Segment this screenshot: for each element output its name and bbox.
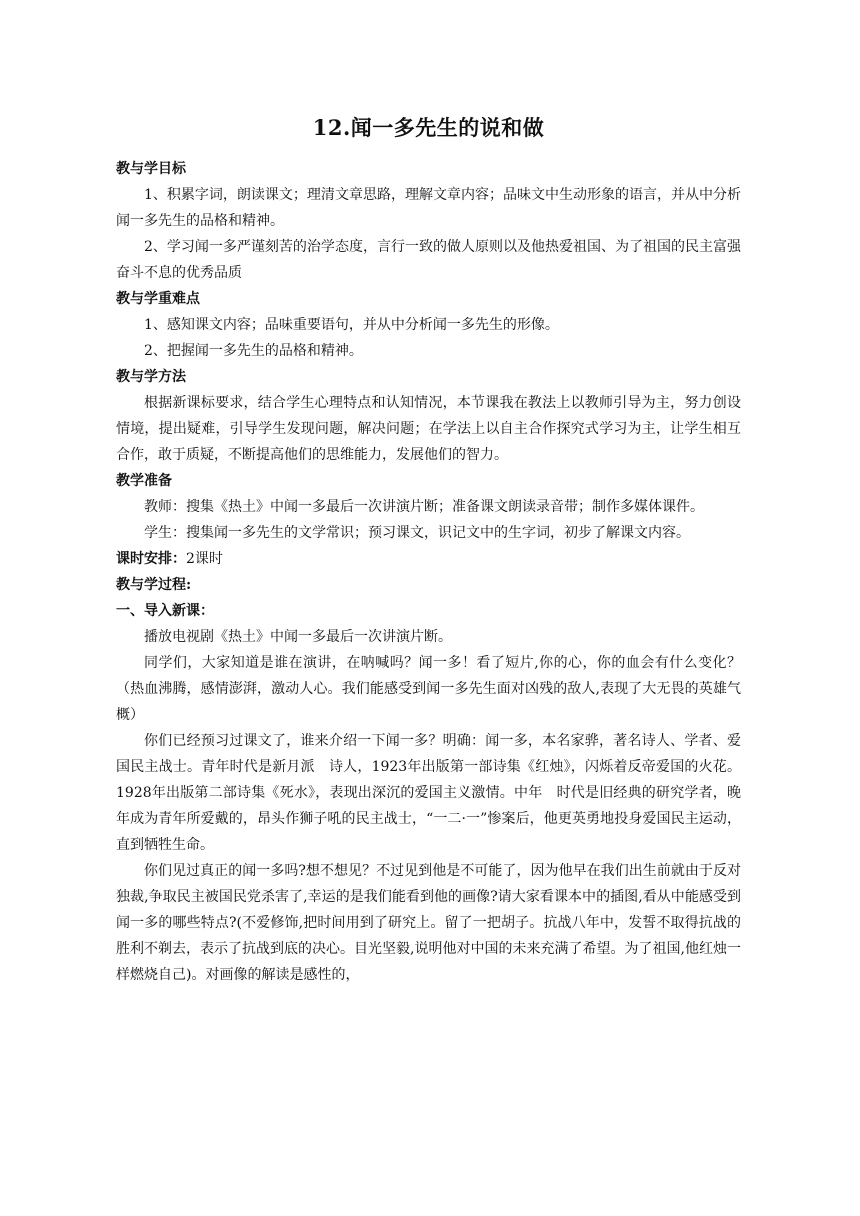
section-heading-goals: 教与学目标: [116, 161, 186, 177]
section-heading-methods: 教与学方法: [116, 369, 186, 385]
paragraph: 2、学习闻一多严谨刻苦的治学态度，言行一致的做人原则以及他热爱祖国、为了祖国的民主富强奋斗不息的优秀品质: [116, 239, 741, 281]
document-title: 12.闻一多先生的说和做: [312, 115, 545, 140]
intro-heading: 一、导入新课：: [116, 603, 214, 619]
section-heading-preparation: 教学准备: [116, 473, 172, 489]
paragraph: 学生：搜集闻一多先生的文学常识；预习课文，识记文中的生字词，初步了解课文内容。: [144, 525, 690, 541]
paragraph: 2、把握闻一多先生的品格和精神。: [144, 343, 363, 359]
schedule-value: 2课时: [186, 551, 223, 567]
paragraph: 同学们，大家知道是谁在演讲，在呐喊吗？闻一多！看了短片,你的心，你的血会有什么变化？（热血沸腾，感情澎湃，激动人心。我们能感受到闻一多先生面对凶残的敌人,表现了大无畏的英雄气概）: [116, 655, 741, 723]
paragraph: 教师：搜集《热土》中闻一多最后一次讲演片断；准备课文朗读录音带；制作多媒体课件。: [144, 499, 704, 515]
paragraph: 播放电视剧《热土》中闻一多最后一次讲演片断。: [144, 629, 452, 645]
section-heading-key-points: 教与学重难点: [116, 291, 200, 307]
process-heading: 教与学过程:: [116, 577, 192, 593]
schedule-line: [116, 546, 741, 572]
paragraph: 你们见过真正的闻一多吗?想不想见？不过见到他是不可能了，因为他早在我们出生前就由于反对独裁,争取民主被国民党杀害了,幸运的是我们能看到他的画像?请大家看课本中的插图,看从中能感受到闻一多的哪些特点?(不爱修饰,把时间用到了研究上。留了一把胡子。抗战八年中，发誓不取得抗战的胜利不剃去，表示了抗战到底的决心。目光坚毅,说明他对中国的未来充满了希望。为了祖国,他红烛一样燃烧自己)。对画像的解读是感性的，: [116, 863, 741, 983]
schedule-label: 课时安排：: [116, 551, 186, 567]
paragraph: 1、感知课文内容；品味重要语句，并从中分析闻一多先生的形像。: [144, 317, 559, 333]
paragraph: 1、积累字词，朗读课文；理清文章思路，理解文章内容；品味文中生动形象的语言，并从中分析闻一多先生的品格和精神。: [116, 187, 741, 229]
document-body: [116, 112, 741, 988]
paragraph: 根据新课标要求，结合学生心理特点和认知情况，本节课我在教法上以教师引导为主，努力创设情境，提出疑难，引导学生发现问题，解决问题；在学法上以自主合作探究式学习为主，让学生相互合作，敢于质疑，不断提高他们的思维能力，发展他们的智力。: [116, 395, 741, 463]
paragraph: 你们已经预习过课文了，谁来介绍一下闻一多？明确：闻一多，本名家骅，著名诗人、学者、爱国民主战士。青年时代是新月派 诗人，1923年出版第一部诗集《红烛》，闪烁着反帝爱国的火花。1928年出版第二部诗集《死水》，表现出深沉的爱国主义激情。中年 时代是旧经典的研究学者，晚年成为青年所爱戴的，昂头作狮子吼的民主战士，“一二·一”惨案后，他更英勇地投身爱国民主运动，直到牺牲生命。: [116, 733, 741, 853]
